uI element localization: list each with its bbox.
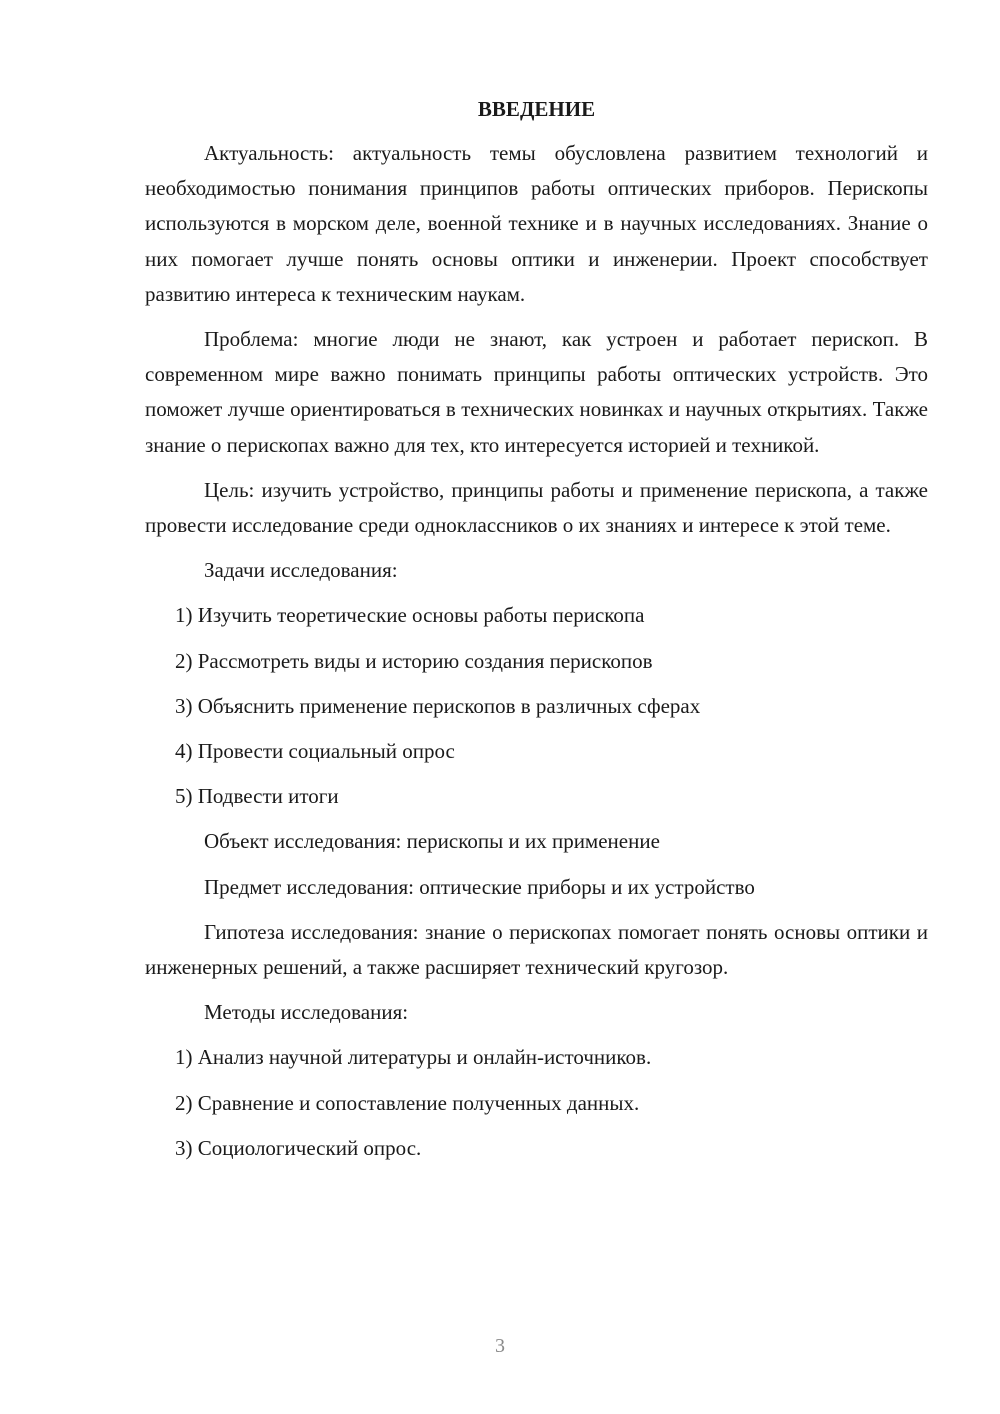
method-item: 2) Сравнение и сопоставление полученных данных. xyxy=(175,1090,640,1115)
problem-paragraph: Проблема: многие люди не знают, как устроен и работает перископ. В современном мире важно понимать принципы работы оптических устройств. Это поможет лучше ориентироваться в технических новинках и научных открытиях. Также знание о перископах важно для тех, кто интересуется историей и техникой. xyxy=(145,327,928,457)
section-title: ВВЕДЕНИЕ xyxy=(477,97,596,121)
method-item: 3) Социологический опрос. xyxy=(175,1135,422,1160)
task-item: 3) Объяснить применение перископов в различных сферах xyxy=(175,693,701,718)
task-item: 2) Рассмотреть виды и историю создания перископов xyxy=(175,648,653,673)
page-number: 3 xyxy=(495,1335,505,1357)
hypothesis-paragraph: Гипотеза исследования: знание о перископах помогает понять основы оптики и инженерных решений, а также расширяет технический кругозор. xyxy=(145,919,928,980)
document-page xyxy=(145,94,928,1176)
tasks-heading: Задачи исследования: xyxy=(204,558,398,583)
task-item: 5) Подвести итоги xyxy=(175,784,339,809)
object-line: Объект исследования: перископы и их применение xyxy=(204,829,660,854)
task-item: 4) Провести социальный опрос xyxy=(175,739,455,764)
relevance-paragraph: Актуальность: актуальность темы обусловлена развитием технологий и необходимостью понимания принципов работы оптических приборов. Перископы используются в морском деле, военной технике и в научных исследованиях. Знание о них помогает лучше понять основы оптики и инженерии. Проект способствует развитию интереса к техническим наукам. xyxy=(145,141,928,306)
goal-paragraph: Цель: изучить устройство, принципы работы и применение перископа, а также провести исследование среди одноклассников о их знаниях и интересе к этой теме. xyxy=(145,477,928,538)
task-item: 1) Изучить теоретические основы работы перископа xyxy=(175,603,645,628)
subject-line: Предмет исследования: оптические приборы и их устройство xyxy=(204,874,755,899)
methods-heading: Методы исследования: xyxy=(204,1000,409,1025)
method-item: 1) Анализ научной литературы и онлайн-источников. xyxy=(175,1045,652,1070)
